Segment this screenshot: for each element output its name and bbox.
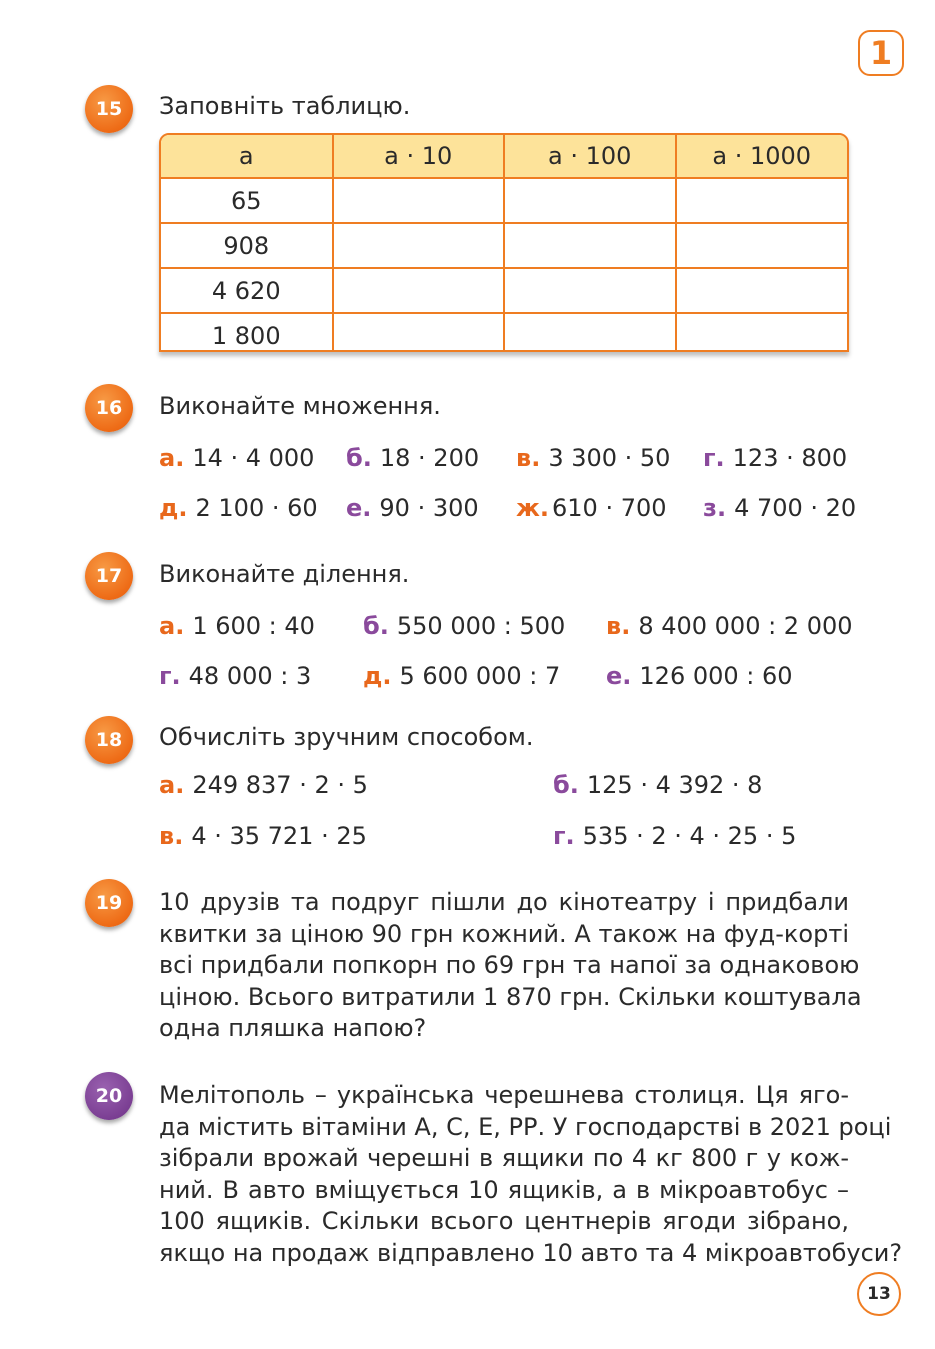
table-cell: 1 800	[161, 313, 333, 352]
item-letter: е.	[346, 494, 372, 522]
table-row	[161, 178, 847, 223]
item-expression: 18 · 200	[379, 444, 480, 472]
exercise-19-text	[159, 887, 862, 1045]
exercise-15-title: Заповніть таблицю.	[159, 92, 411, 120]
multiplication-table	[159, 133, 849, 352]
exercise-item	[606, 612, 853, 640]
table-cell-empty[interactable]	[504, 223, 676, 268]
exercise-item	[363, 612, 565, 640]
item-expression: 550 000 : 500	[396, 612, 566, 640]
exercise-number-15: 15	[85, 85, 133, 133]
table-cell-empty[interactable]	[333, 223, 505, 268]
item-expression: 1 600 : 40	[192, 612, 315, 640]
exercise-number-17: 17	[85, 552, 133, 600]
exercise-item	[363, 662, 560, 690]
table-cell-empty[interactable]	[676, 313, 848, 352]
exercise-item	[553, 822, 796, 850]
table-cell-empty[interactable]	[333, 313, 505, 352]
exercise-item	[159, 612, 315, 640]
item-letter: г.	[703, 444, 725, 472]
text-line: 100 ящиків. Скільки всього центнерів ягоди зібрано,	[159, 1207, 849, 1235]
exercise-item	[159, 662, 311, 690]
table-cell-empty[interactable]	[504, 313, 676, 352]
item-expression: 126 000 : 60	[639, 662, 793, 690]
exercise-20-text	[159, 1080, 903, 1269]
table-cell-empty[interactable]	[676, 178, 848, 223]
item-expression: 3 300 · 50	[548, 444, 671, 472]
item-letter: ж.	[516, 494, 549, 522]
exercise-item	[346, 444, 479, 472]
item-expression: 48 000 : 3	[188, 662, 312, 690]
exercise-item	[159, 771, 368, 799]
text-line: одна пляшка напою?	[159, 1014, 427, 1042]
exercise-item	[346, 494, 479, 522]
item-expression: 123 · 800	[732, 444, 848, 472]
exercise-item	[159, 822, 367, 850]
item-expression: 249 837 · 2 · 5	[192, 771, 368, 799]
item-letter: е.	[606, 662, 632, 690]
table-row	[161, 223, 847, 268]
table-header-row	[161, 135, 847, 178]
exercise-number-16: 16	[85, 384, 133, 432]
item-letter: б.	[346, 444, 372, 472]
exercise-item	[553, 771, 762, 799]
chapter-badge: 1	[858, 30, 904, 76]
text-line: ціною. Всього витратили 1 870 грн. Скільки коштувала	[159, 982, 862, 1011]
item-expression: 535 · 2 · 4 · 25 · 5	[582, 822, 797, 850]
page-number: 13	[857, 1272, 901, 1316]
item-expression: 8 400 000 : 2 000	[638, 612, 853, 640]
table-cell-empty[interactable]	[333, 178, 505, 223]
item-letter: а.	[159, 612, 185, 640]
exercise-item	[703, 444, 847, 472]
exercise-item	[516, 494, 667, 522]
text-line: да містить вітаміни А, С, Е, РР. У господарстві в 2021 році	[159, 1112, 892, 1141]
exercise-17-title: Виконайте ділення.	[159, 560, 410, 588]
table-cell: 4 620	[161, 268, 333, 313]
item-expression: 14 · 4 000	[192, 444, 315, 472]
table-header-cell: a · 10	[333, 135, 505, 178]
exercise-item	[159, 444, 314, 472]
item-expression: 90 · 300	[379, 494, 479, 522]
item-expression: 4 · 35 721 · 25	[191, 822, 367, 850]
item-letter: а.	[159, 444, 185, 472]
exercise-number-18: 18	[85, 716, 133, 764]
text-line: ний. В авто вміщується 10 ящиків, а в мікроавтобус –	[159, 1175, 849, 1204]
exercise-number-20: 20	[85, 1072, 133, 1120]
table-row	[161, 268, 847, 313]
exercise-item	[703, 494, 856, 522]
exercise-18-title: Обчисліть зручним способом.	[159, 723, 534, 751]
item-expression: 2 100 · 60	[195, 494, 318, 522]
item-expression: 610 · 700	[552, 494, 667, 522]
item-letter: г.	[553, 822, 575, 850]
item-letter: а.	[159, 771, 185, 799]
item-letter: д.	[363, 662, 392, 690]
exercise-item	[606, 662, 793, 690]
table-cell: 65	[161, 178, 333, 223]
table-header-cell: a · 1000	[676, 135, 848, 178]
item-letter: д.	[159, 494, 188, 522]
item-expression: 125 · 4 392 · 8	[586, 771, 763, 799]
text-line: Мелітополь – українська черешнева столиця. Ця яго-	[159, 1081, 849, 1109]
item-letter: в.	[606, 612, 631, 640]
item-letter: б.	[553, 771, 579, 799]
text-line: 10 друзів та подруг пішли до кінотеатру і придбали	[159, 888, 849, 916]
item-expression: 5 600 000 : 7	[399, 662, 561, 690]
item-letter: в.	[516, 444, 541, 472]
exercise-number-19: 19	[85, 879, 133, 927]
table-cell-empty[interactable]	[676, 268, 848, 313]
text-line: квитки за ціною 90 грн кожний. А також на фуд-корті	[159, 919, 849, 948]
item-letter: г.	[159, 662, 181, 690]
table-cell-empty[interactable]	[504, 268, 676, 313]
item-letter: в.	[159, 822, 184, 850]
table-cell-empty[interactable]	[333, 268, 505, 313]
exercise-item	[159, 494, 318, 522]
exercise-item	[516, 444, 670, 472]
text-line: всі придбали попкорн по 69 грн та напої за однаковою	[159, 951, 860, 979]
item-letter: б.	[363, 612, 389, 640]
table-header-cell: a	[161, 135, 333, 178]
exercise-16-title: Виконайте множення.	[159, 392, 441, 420]
text-line: зібрали врожай черешні в ящики по 4 кг 800 г у кож-	[159, 1144, 849, 1172]
text-line: якщо на продаж відправлено 10 авто та 4 мікроавтобуси?	[159, 1238, 903, 1267]
table-cell-empty[interactable]	[504, 178, 676, 223]
table-header-cell: a · 100	[504, 135, 676, 178]
table-cell-empty[interactable]	[676, 223, 848, 268]
table-row	[161, 313, 847, 352]
item-letter: з.	[703, 494, 727, 522]
item-expression: 4 700 · 20	[734, 494, 857, 522]
table-cell: 908	[161, 223, 333, 268]
